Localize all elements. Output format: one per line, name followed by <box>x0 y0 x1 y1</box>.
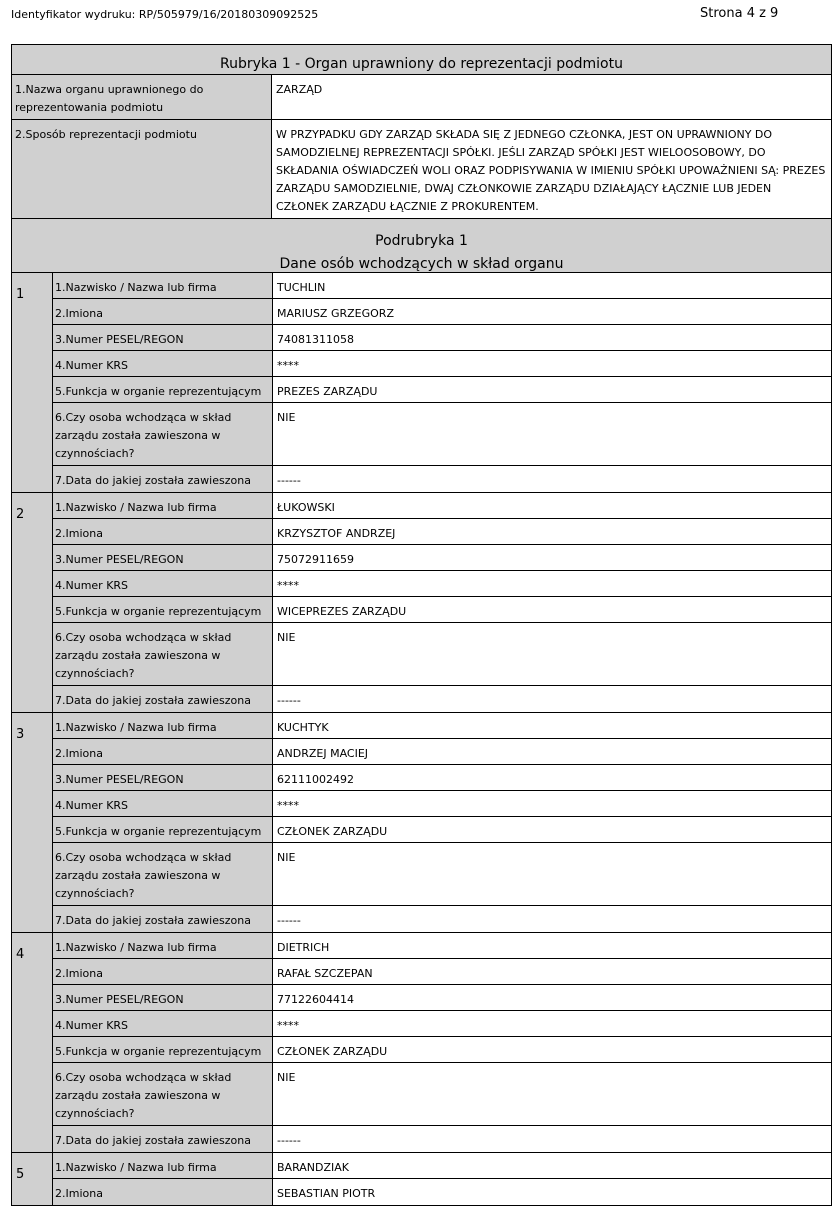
persons-list <box>12 273 831 1206</box>
podrubryka-header <box>12 219 831 273</box>
representation-label: 2.Sposób reprezentacji podmiotu <box>12 120 272 218</box>
field-row-pesel <box>53 765 831 791</box>
podrubryka-title: Podrubryka 1 <box>375 233 468 249</box>
print-identifier: Identyfikator wydruku: RP/505979/16/20180309092525 <box>11 8 319 21</box>
field-value: CZŁONEK ZARZĄDU <box>277 825 388 838</box>
document-table <box>11 44 832 1206</box>
field-row-names <box>53 1179 831 1205</box>
field-label: 3.Numer PESEL/REGON <box>53 545 273 570</box>
person-block <box>12 1153 831 1206</box>
organ-name-row <box>12 75 831 120</box>
field-row-names <box>53 739 831 765</box>
field-label: 5.Funkcja w organie reprezentującym <box>53 597 273 622</box>
field-label: 6.Czy osoba wchodząca w skład zarządu została zawieszona w czynnościach? <box>53 843 273 905</box>
field-label: 2.Imiona <box>53 519 273 544</box>
representation-value: W PRZYPADKU GDY ZARZĄD SKŁADA SIĘ Z JEDNEGO CZŁONKA, JEST ON UPRAWNIONY DO SAMODZIELNEJ REPREZENTACJI SPÓŁKI. JEŚLI ZARZĄD SPÓŁKI JEST WIELOOSOBOWY, DO SKŁADANIA OŚWIADCZEŃ WOLI ORAZ PODPISYWANIA W IMIENIU SPÓŁKI UPOWAŻNIENI SĄ: PREZES ZARZĄDU SAMODZIELNIE, DWAJ CZŁONKOWIE ZARZĄDU DZIAŁAJĄCY ŁĄCZNIE LUB JEDEN CZŁONEK ZARZĄDU ŁĄCZNIE Z PROKURENTEM. <box>276 128 826 213</box>
field-label: 2.Imiona <box>53 739 273 764</box>
field-row-suspended-until <box>53 686 831 712</box>
field-label: 3.Numer PESEL/REGON <box>53 325 273 350</box>
field-value: DIETRICH <box>277 941 330 954</box>
field-row-krs <box>53 571 831 597</box>
organ-name-value: ZARZĄD <box>276 83 323 96</box>
field-row-function <box>53 597 831 623</box>
field-row-function <box>53 377 831 403</box>
field-value: 75072911659 <box>277 553 354 566</box>
field-label: 4.Numer KRS <box>53 1011 273 1036</box>
field-row-surname <box>53 713 831 739</box>
field-label: 6.Czy osoba wchodząca w skład zarządu została zawieszona w czynnościach? <box>53 623 273 685</box>
field-row-names <box>53 519 831 545</box>
rubryka-title: Rubryka 1 - Organ uprawniony do reprezentacji podmiotu <box>12 45 831 75</box>
field-label: 1.Nazwisko / Nazwa lub firma <box>53 933 273 958</box>
person-block <box>12 493 831 713</box>
field-value: RAFAŁ SZCZEPAN <box>277 967 373 980</box>
field-row-suspended <box>53 403 831 466</box>
field-value: NIE <box>277 1071 296 1084</box>
field-row-surname <box>53 1153 831 1179</box>
field-label: 7.Data do jakiej została zawieszona <box>53 906 273 932</box>
field-value: ------ <box>277 1134 301 1147</box>
field-value: CZŁONEK ZARZĄDU <box>277 1045 388 1058</box>
field-row-pesel <box>53 325 831 351</box>
field-label: 5.Funkcja w organie reprezentującym <box>53 1037 273 1062</box>
field-label: 2.Imiona <box>53 1179 273 1205</box>
podrubryka-subtitle: Dane osób wchodzących w skład organu <box>279 256 564 272</box>
field-value: KRZYSZTOF ANDRZEJ <box>277 527 396 540</box>
field-value: **** <box>277 1019 299 1032</box>
field-value: WICEPREZES ZARZĄDU <box>277 605 407 618</box>
field-label: 7.Data do jakiej została zawieszona <box>53 1126 273 1152</box>
field-label: 2.Imiona <box>53 959 273 984</box>
representation-row <box>12 120 831 219</box>
field-label: 4.Numer KRS <box>53 791 273 816</box>
field-row-suspended <box>53 843 831 906</box>
field-label: 5.Funkcja w organie reprezentującym <box>53 817 273 842</box>
person-number: 3 <box>12 713 53 932</box>
person-number: 2 <box>12 493 53 712</box>
field-row-function <box>53 817 831 843</box>
person-block <box>12 713 831 933</box>
field-value: **** <box>277 799 299 812</box>
page-number: Strona 4 z 9 <box>700 6 779 21</box>
field-value: BARANDZIAK <box>277 1161 350 1174</box>
field-label: 6.Czy osoba wchodząca w skład zarządu została zawieszona w czynnościach? <box>53 1063 273 1125</box>
field-row-surname <box>53 933 831 959</box>
field-row-suspended-until <box>53 466 831 492</box>
person-block <box>12 933 831 1153</box>
field-row-function <box>53 1037 831 1063</box>
field-value: ------ <box>277 694 301 707</box>
field-label: 3.Numer PESEL/REGON <box>53 985 273 1010</box>
field-label: 1.Nazwisko / Nazwa lub firma <box>53 713 273 738</box>
field-value: **** <box>277 579 299 592</box>
field-row-pesel <box>53 545 831 571</box>
field-row-krs <box>53 1011 831 1037</box>
field-value: ANDRZEJ MACIEJ <box>277 747 369 760</box>
field-value: NIE <box>277 851 296 864</box>
field-value: **** <box>277 359 299 372</box>
field-label: 1.Nazwisko / Nazwa lub firma <box>53 273 273 298</box>
field-value: NIE <box>277 411 296 424</box>
field-label: 7.Data do jakiej została zawieszona <box>53 466 273 492</box>
field-label: 2.Imiona <box>53 299 273 324</box>
field-row-surname <box>53 493 831 519</box>
field-value: 77122604414 <box>277 993 354 1006</box>
person-number: 1 <box>12 273 53 492</box>
field-value: 74081311058 <box>277 333 354 346</box>
field-row-suspended-until <box>53 906 831 932</box>
field-row-krs <box>53 791 831 817</box>
field-value: PREZES ZARZĄDU <box>277 385 378 398</box>
field-row-suspended <box>53 1063 831 1126</box>
field-label: 1.Nazwisko / Nazwa lub firma <box>53 493 273 518</box>
field-value: ------ <box>277 474 301 487</box>
person-number: 5 <box>12 1153 53 1205</box>
field-label: 4.Numer KRS <box>53 351 273 376</box>
person-block <box>12 273 831 493</box>
field-value: 62111002492 <box>277 773 354 786</box>
field-label: 6.Czy osoba wchodząca w skład zarządu została zawieszona w czynnościach? <box>53 403 273 465</box>
field-label: 7.Data do jakiej została zawieszona <box>53 686 273 712</box>
organ-name-label: 1.Nazwa organu uprawnionego do reprezentowania podmiotu <box>12 75 272 119</box>
field-row-names <box>53 959 831 985</box>
field-value: NIE <box>277 631 296 644</box>
field-label: 1.Nazwisko / Nazwa lub firma <box>53 1153 273 1178</box>
field-value: ------ <box>277 914 301 927</box>
field-row-pesel <box>53 985 831 1011</box>
field-label: 3.Numer PESEL/REGON <box>53 765 273 790</box>
field-value: MARIUSZ GRZEGORZ <box>277 307 394 320</box>
field-value: ŁUKOWSKI <box>277 501 335 514</box>
field-label: 4.Numer KRS <box>53 571 273 596</box>
field-row-names <box>53 299 831 325</box>
field-value: SEBASTIAN PIOTR <box>277 1187 376 1200</box>
field-row-krs <box>53 351 831 377</box>
field-row-suspended-until <box>53 1126 831 1152</box>
person-number: 4 <box>12 933 53 1152</box>
field-label: 5.Funkcja w organie reprezentującym <box>53 377 273 402</box>
field-row-surname <box>53 273 831 299</box>
field-value: TUCHLIN <box>277 281 326 294</box>
field-row-suspended <box>53 623 831 686</box>
field-value: KUCHTYK <box>277 721 329 734</box>
